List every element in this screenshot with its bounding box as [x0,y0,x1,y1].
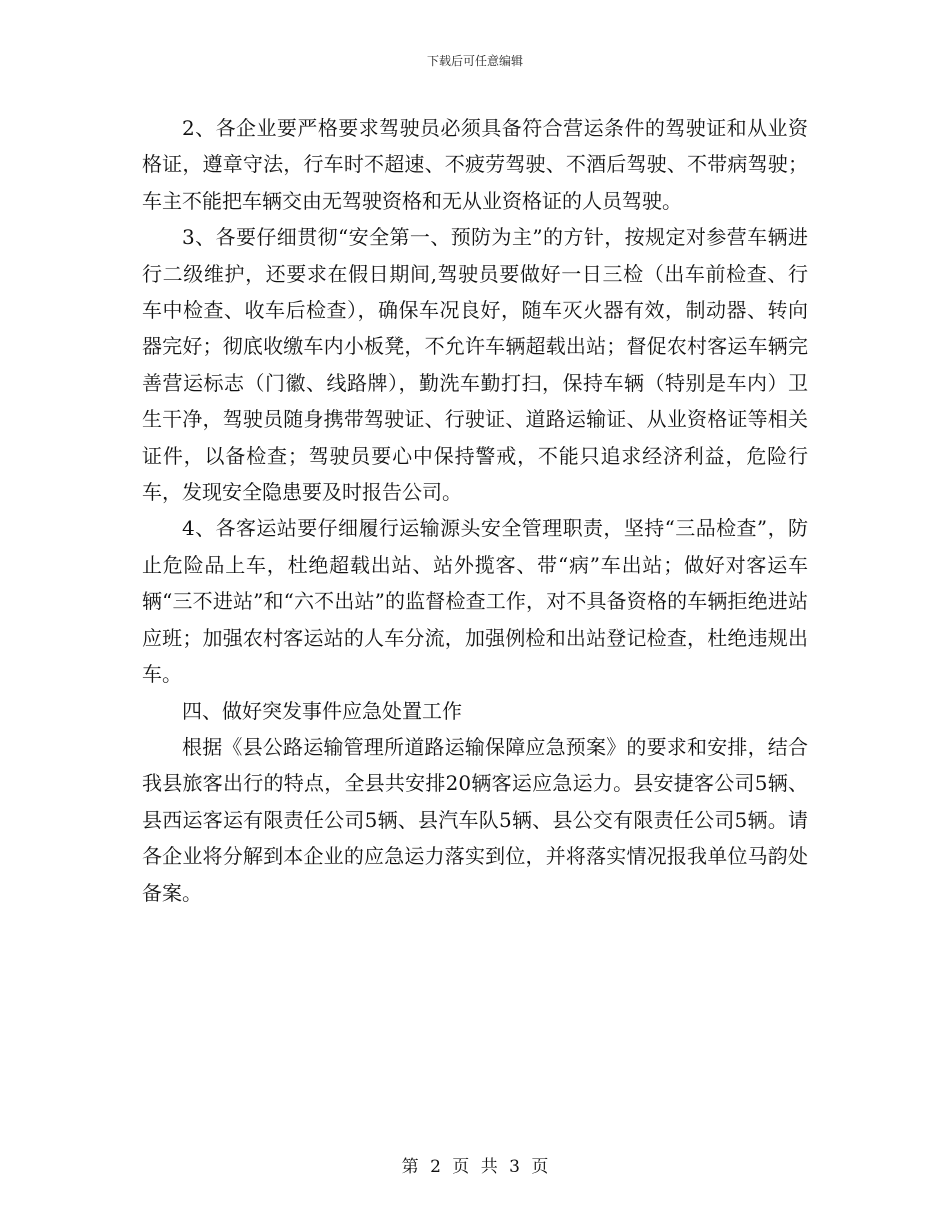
page-header: 下载后可任意编辑 [426,54,523,68]
paragraph-emergency: 根据《县公路运输管理所道路运输保障应急预案》的要求和安排，结合我县旅客出行的特点，全县共安排20辆客运应急运力。县安捷客公司5辆、县西运客运有限责任公司5辆、县汽车队5辆、县公交有限责任公司5辆。请各企业将分解到本企业的应急运力落实到位，并将落实情况报我单位马韵处备案。 [142,734,808,905]
section-heading: 四、做好突发事件应急处置工作 [182,698,462,723]
paragraph-item-3: 3、各要仔细贯彻“安全第一、预防为主”的方针，按规定对参营车辆进行二级维护，还要求在假日期间,驾驶员要做好一日三检（出车前检查、行车中检查、收车后检查），确保车况良好，随车灭火器有效，制动器、转向器完好；彻底收缴车内小板凳，不允许车辆超载出站；督促农村客运车辆完善营运标志（门徽、线路牌），勤洗车勤打扫，保持车辆（特别是车内）卫生干净，驾驶员随身携带驾驶证、行驶证、道路运输证、从业资格证等相关证件，以备检查；驾驶员要心中保持警戒，不能只追求经济利益，危险行车，发现安全隐患要及时报告公司。 [142,225,808,505]
page-number: 第 2 页 共 3 页 [401,1157,549,1177]
paragraph-item-4: 4、各客运站要仔细履行运输源头安全管理职责，坚持“三品检查”，防止危险品上车，杜绝超载出站、站外揽客、带“病”车出站；做好对客运车辆“三不进站”和“六不出站”的监督检查工作，对不具备资格的车辆拒绝进站应班；加强农村客运站的人车分流，加强例检和出站登记检查，杜绝违规出车。 [142,516,808,687]
paragraph-item-2: 2、各企业要严格要求驾驶员必须具备符合营运条件的驾驶证和从业资格证，遵章守法，行车时不超速、不疲劳驾驶、不酒后驾驶、不带病驾驶；车主不能把车辆交由无驾驶资格和无从业资格证的人员驾驶。 [142,116,808,213]
document-body [142,110,808,911]
